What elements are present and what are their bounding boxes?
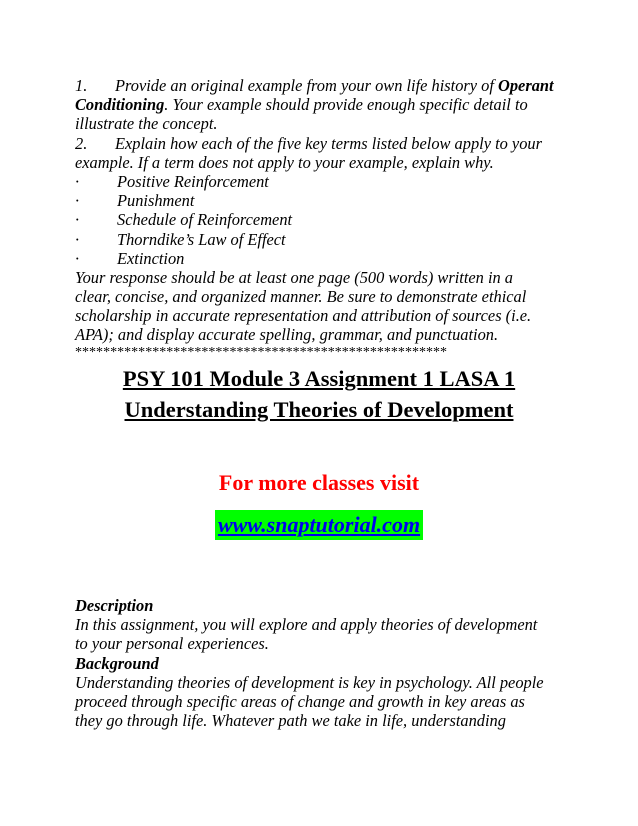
snaptutorial-link[interactable]: www.snaptutorial.com [215,510,423,540]
term-item [75,249,575,268]
term-item [75,210,575,229]
assignment-title-line-2: Understanding Theories of Development [124,397,514,422]
conditioning-term: Conditioning [75,95,165,115]
background-line: they go through life. Whatever path we take in life, understanding [75,711,506,731]
promo-text: For more classes visit [218,470,420,495]
question-1-line-3: illustrate the concept. [75,114,218,134]
bullet-marker: · [75,171,80,191]
term-label: Thorndike’s Law of Effect [117,229,286,249]
description-line: In this assignment, you will explore and apply theories of development [75,615,538,635]
question-2-line-2: example. If a term does not apply to your example, explain why. [75,152,494,172]
term-item [75,172,575,191]
question-1-line-2 [75,95,575,114]
question-1-text-cont: . Your example should provide enough specific detail to [164,95,528,115]
instructions-block [75,76,575,345]
bullet-marker: · [75,229,80,249]
question-1-number: 1. [75,76,88,95]
question-1-line-1 [75,76,575,95]
bullet-marker: · [75,210,80,230]
question-2-number: 2. [75,133,88,153]
background-heading: Background [75,653,159,673]
question-1-text: Provide an original example from your own life history of [115,76,499,95]
operant-term: Operant [498,76,554,95]
assignment-title-line-1: PSY 101 Module 3 Assignment 1 LASA 1 [122,366,516,391]
question-2-text: Explain how each of the five key terms listed below apply to your [115,133,542,153]
response-line: clear, concise, and organized manner. Be sure to demonstrate ethical [75,287,527,307]
term-item [75,230,575,249]
term-item [75,191,575,210]
description-section [75,596,575,730]
background-line: proceed through specific areas of change and growth in key areas as [75,691,525,711]
separator-stars: ***************************************************** [75,345,448,360]
bullet-marker: · [75,191,80,211]
response-line: Your response should be at least one page (500 words) written in a [75,267,513,287]
bullet-marker: · [75,248,80,268]
term-label: Extinction [117,248,185,268]
question-2-line-1 [75,134,575,153]
term-label: Schedule of Reinforcement [117,210,293,230]
response-line: scholarship in accurate representation and attribution of sources (i.e. [75,306,532,326]
response-line: APA); and display accurate spelling, grammar, and punctuation. [75,325,499,345]
term-label: Punishment [117,191,195,211]
background-line: Understanding theories of development is key in psychology. All people [75,672,544,692]
description-heading: Description [75,596,154,615]
description-line: to your personal experiences. [75,634,269,654]
promo-link-wrap [0,510,638,540]
term-label: Positive Reinforcement [117,171,269,191]
